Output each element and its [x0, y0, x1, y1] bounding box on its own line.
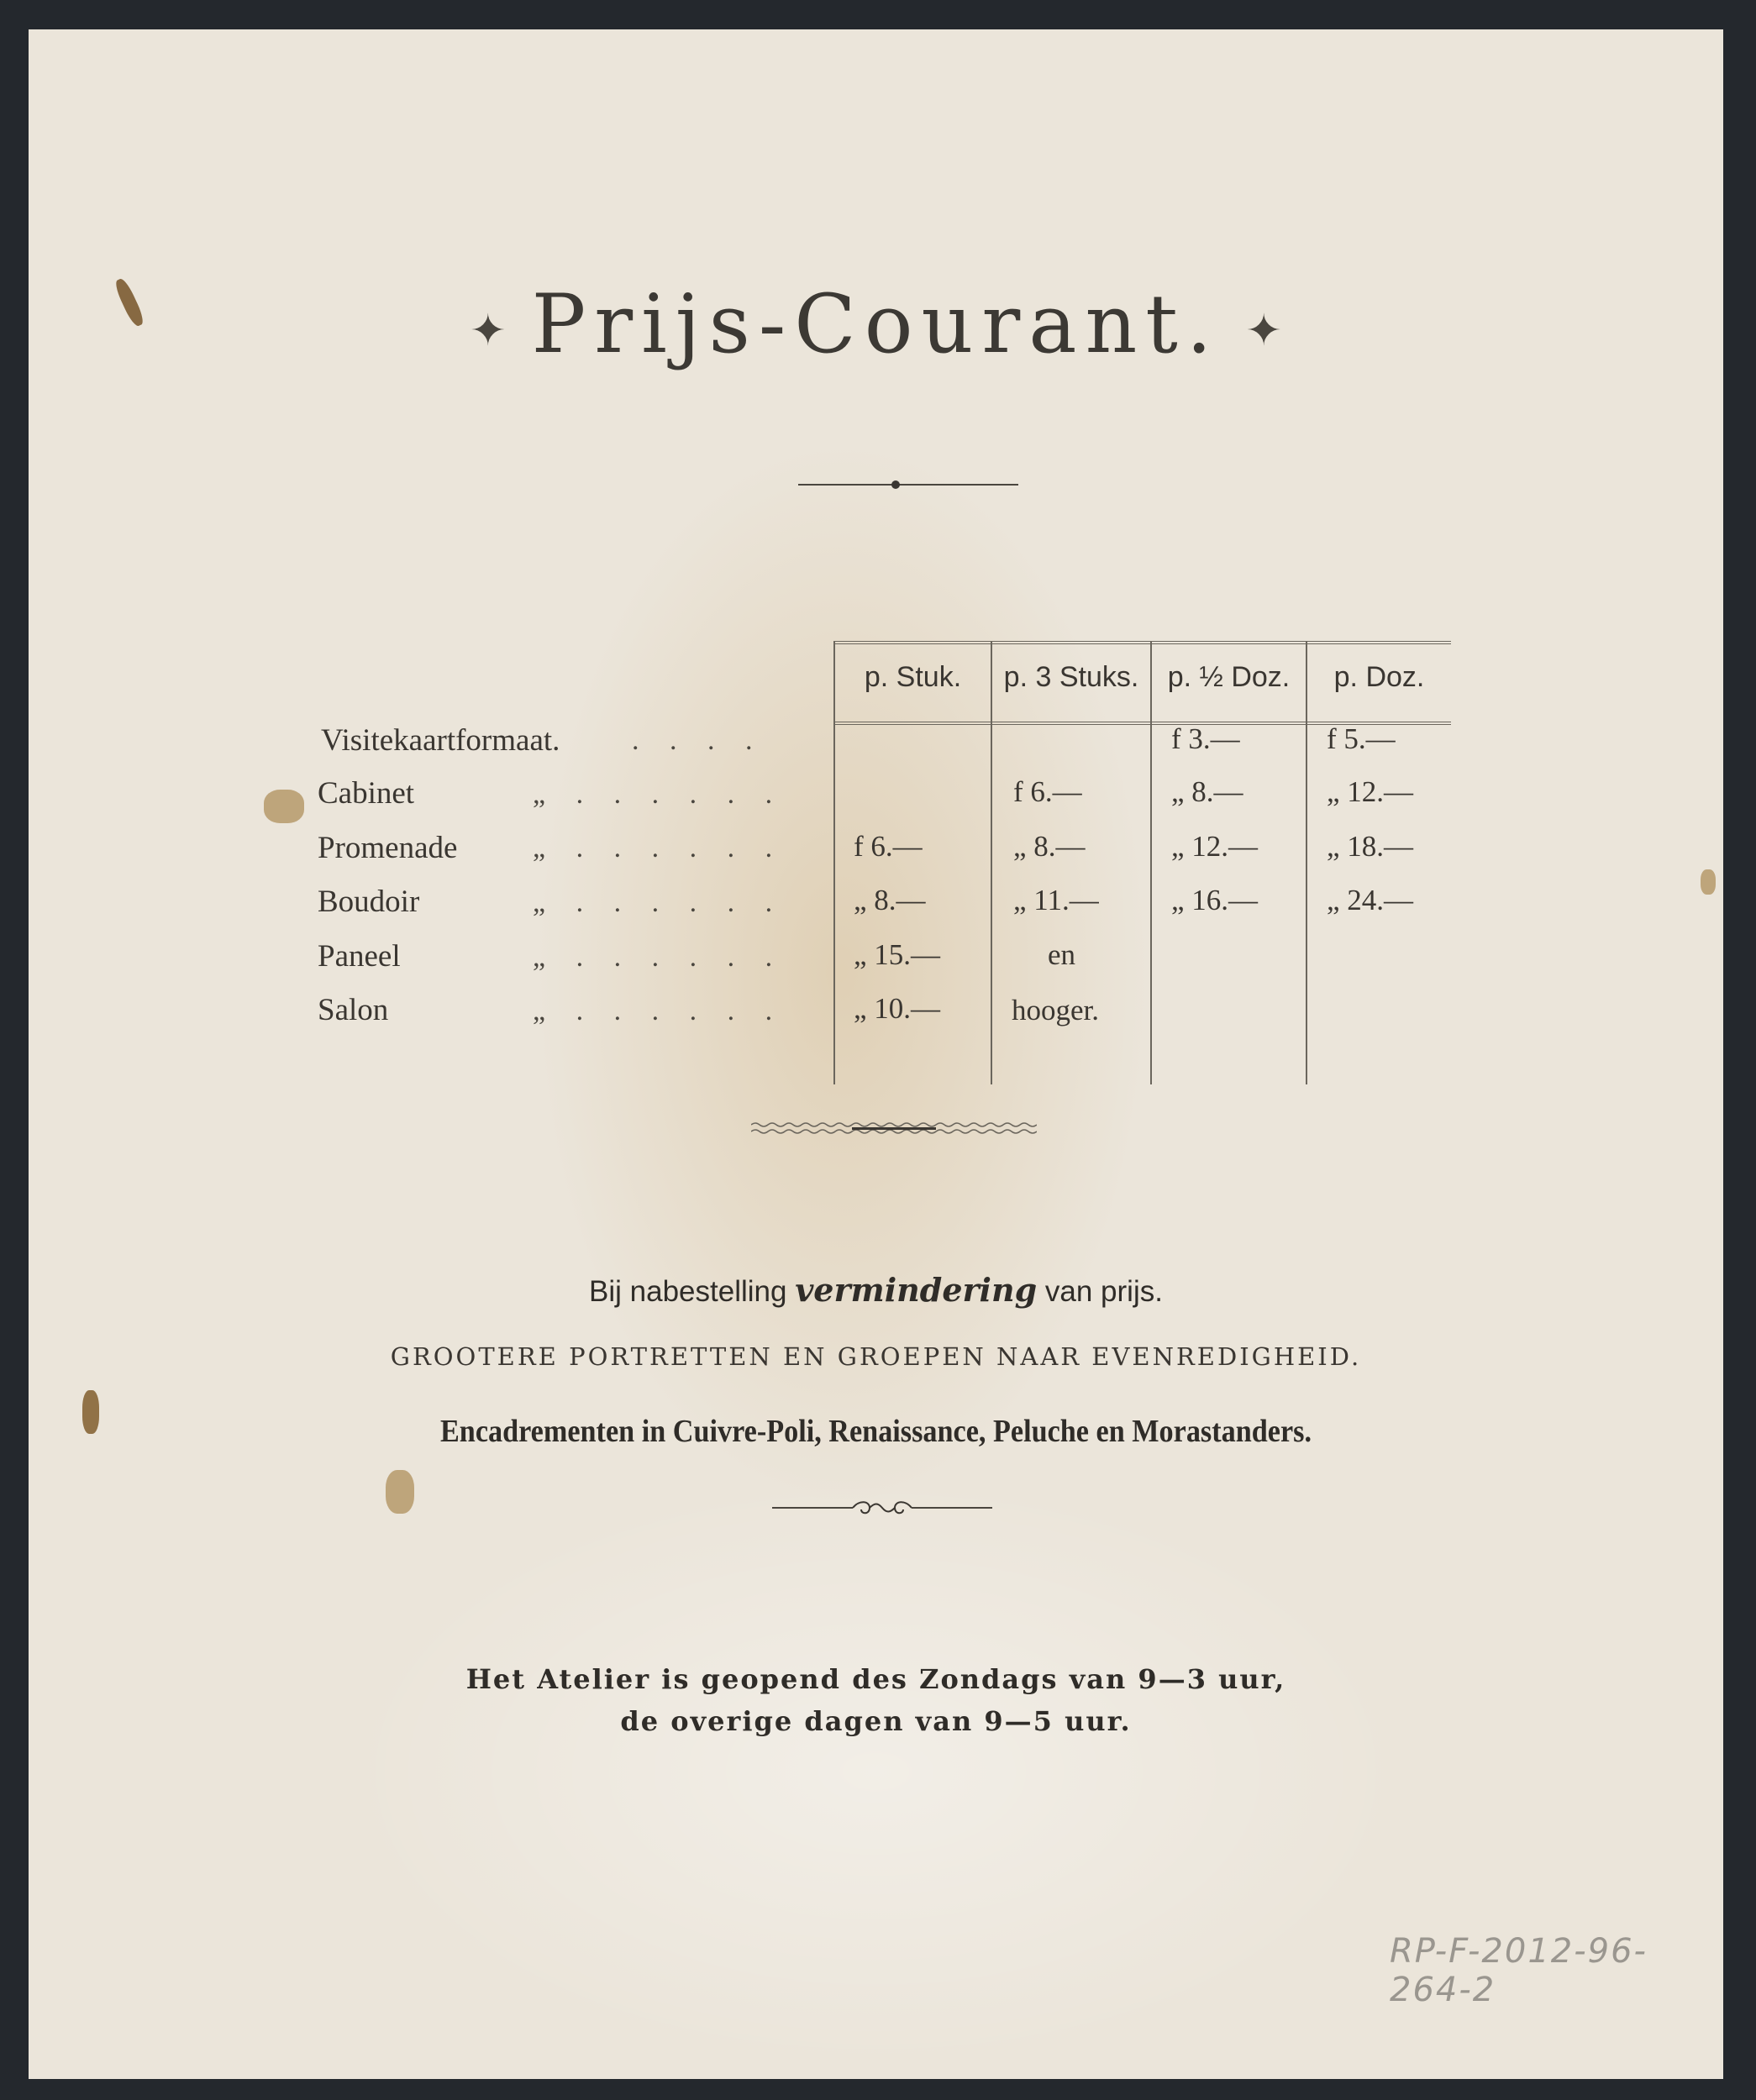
- table-divider: [1150, 641, 1152, 1084]
- price-cell: „ 24.—: [1327, 884, 1414, 916]
- row-label: Salon: [318, 993, 389, 1027]
- price-note: en: [1048, 938, 1076, 971]
- row-leader: „ . . . . . .: [533, 942, 785, 973]
- page-title: [29, 277, 1723, 371]
- column-header-stuk: p. Stuk.: [864, 661, 962, 693]
- price-cell: „ 16.—: [1171, 884, 1259, 916]
- frames-note: Encadrementen in Cuivre-Poli, Renaissance, Peluche en Morastanders.: [439, 1414, 1312, 1449]
- price-cell: f 6.—: [1013, 775, 1082, 808]
- hours-weekdays: de overige dagen van 9—5 uur.: [620, 1705, 1132, 1737]
- scroll-divider-icon: [772, 1498, 992, 1518]
- column-header-half-dozen: p. ½ Doz.: [1167, 661, 1291, 693]
- price-cell: „ 8.—: [1171, 775, 1243, 808]
- price-note: hooger.: [1012, 994, 1100, 1026]
- stain-mark: [264, 790, 304, 823]
- row-leader: „ . . . . . .: [533, 779, 785, 810]
- price-card: [29, 29, 1723, 2079]
- left-ornament-icon: ✦: [470, 306, 507, 356]
- larger-portraits-note: GROOTERE PORTRETTEN EN GROEPEN NAAR EVENREDIGHEID.: [390, 1342, 1362, 1371]
- row-leader: „ . . . . . .: [533, 887, 785, 918]
- price-cell: „ 10.—: [854, 992, 941, 1025]
- price-cell: „ 18.—: [1327, 830, 1414, 863]
- price-cell: f 3.—: [1171, 722, 1240, 755]
- title-text: Prijs-Courant.: [531, 277, 1221, 371]
- row-label: Visitekaartformaat.: [321, 723, 560, 758]
- divider-dot-icon: [891, 480, 900, 489]
- price-cell: „ 11.—: [1013, 884, 1099, 916]
- row-leader: „ . . . . . .: [533, 832, 785, 864]
- right-ornament-icon: ✦: [1245, 306, 1282, 356]
- row-leader: . . . .: [632, 725, 765, 756]
- row-label: Boudoir: [318, 885, 420, 919]
- row-label: Paneel: [318, 939, 401, 974]
- price-cell: „ 12.—: [1327, 775, 1414, 808]
- price-cell: „ 15.—: [854, 938, 941, 971]
- column-header-dozen: p. Doz.: [1333, 661, 1425, 693]
- table-divider: [991, 641, 992, 1084]
- table-divider: [833, 641, 835, 1084]
- price-cell: „ 12.—: [1171, 830, 1259, 863]
- table-divider: [1306, 641, 1307, 1084]
- inventory-number: RP-F-2012-96-264-2: [1390, 1932, 1648, 2009]
- price-cell: „ 8.—: [1013, 830, 1086, 863]
- stain-mark: [1701, 869, 1716, 895]
- row-leader: „ . . . . . .: [533, 995, 785, 1026]
- stain-mark: [82, 1390, 99, 1434]
- price-cell: f 6.—: [854, 830, 923, 863]
- wavy-divider-icon: [751, 1121, 1037, 1135]
- price-cell: f 5.—: [1327, 722, 1396, 755]
- row-label: Promenade: [318, 831, 458, 865]
- title-divider: [798, 484, 1018, 486]
- stain-mark: [386, 1470, 414, 1514]
- hours-sunday: Het Atelier is geopend des Zondags van 9—3 uur,: [465, 1663, 1286, 1695]
- column-header-3-stuks: p. 3 Stuks.: [1003, 661, 1139, 693]
- reorder-note: Bij nabestelling vermindering van prijs.: [589, 1271, 1163, 1309]
- row-label: Cabinet: [318, 776, 415, 811]
- price-cell: „ 8.—: [854, 884, 926, 916]
